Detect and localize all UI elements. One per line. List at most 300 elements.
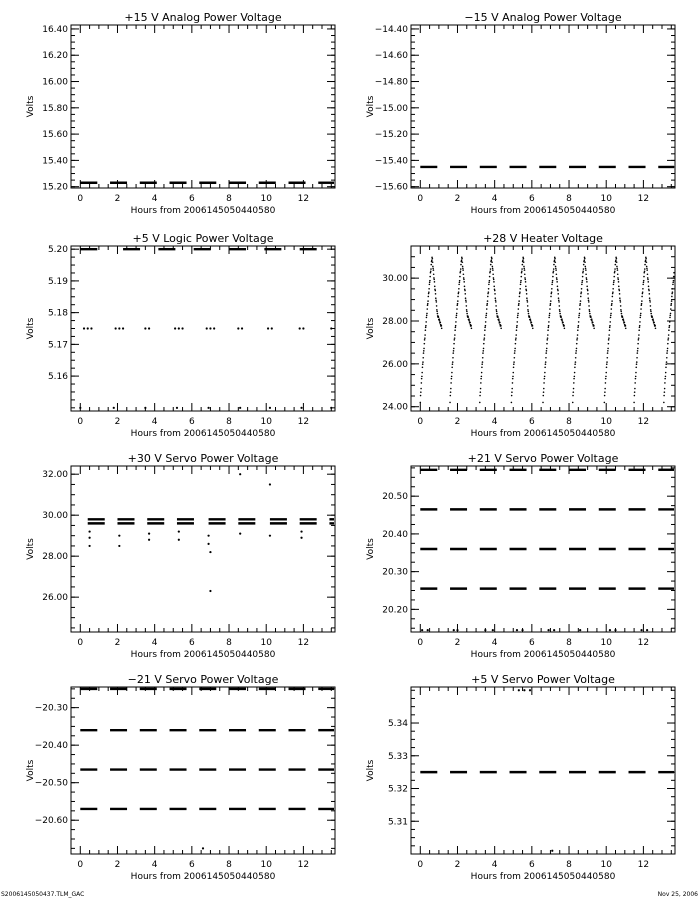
chart-title: +30 V Servo Power Voltage (127, 452, 279, 465)
data-point (489, 280, 491, 282)
data-point (439, 320, 441, 322)
data-point (532, 325, 534, 327)
data-point (584, 257, 586, 259)
data-point (609, 321, 611, 323)
data-point (461, 257, 463, 259)
data-point (454, 329, 456, 331)
data-point (421, 378, 423, 380)
data-point (582, 272, 584, 274)
data-point (213, 327, 215, 329)
data-point (553, 268, 555, 270)
data-point (618, 281, 620, 283)
data-point (639, 325, 641, 327)
data-point (635, 372, 637, 374)
data-point (239, 473, 241, 475)
data-point (641, 296, 643, 298)
data-point (576, 348, 578, 350)
data-point (465, 297, 467, 299)
data-point (543, 382, 545, 384)
data-point (575, 350, 577, 352)
y-tick-label: 26.00 (382, 359, 408, 370)
data-point (435, 293, 437, 295)
data-point (633, 402, 635, 404)
data-point (420, 391, 422, 393)
data-point (665, 363, 667, 365)
data-point (553, 629, 555, 631)
data-point (664, 378, 666, 380)
data-point (555, 269, 557, 271)
data-point (491, 258, 493, 260)
data-point (552, 276, 554, 278)
chart-panel-7 (26, 673, 335, 882)
data-point (620, 311, 622, 313)
data-point (454, 334, 456, 336)
data-point (671, 293, 673, 295)
data-point (572, 395, 574, 397)
data-point (450, 382, 452, 384)
data-point (616, 258, 618, 260)
data-point (237, 327, 239, 329)
data-point (619, 290, 621, 292)
data-point (488, 284, 490, 286)
data-point (554, 257, 556, 259)
y-axis-label: Volts (366, 95, 376, 118)
data-point (591, 318, 593, 320)
data-point (482, 357, 484, 359)
data-point (483, 339, 485, 341)
chart-title: +15 V Analog Power Voltage (124, 11, 282, 24)
data-point (560, 316, 562, 318)
data-point (557, 290, 559, 292)
data-point (583, 268, 585, 270)
data-point (551, 291, 553, 293)
y-axis-label: Volts (26, 95, 36, 118)
data-point (422, 363, 424, 365)
data-point (496, 309, 498, 311)
data-point (612, 288, 614, 290)
data-point (493, 286, 495, 288)
data-point (438, 318, 440, 320)
data-point (546, 343, 548, 345)
data-point (462, 268, 464, 270)
data-point (593, 327, 595, 329)
data-point (490, 268, 492, 270)
y-tick-label: 20.30 (382, 567, 408, 578)
data-point (580, 291, 582, 293)
data-point (587, 290, 589, 292)
y-axis-label: Volts (26, 759, 36, 782)
data-point (209, 551, 211, 553)
data-point (526, 290, 528, 292)
data-point (581, 281, 583, 283)
data-point (456, 629, 458, 631)
data-point (496, 311, 498, 313)
x-tick-label: 12 (637, 860, 650, 870)
data-point (608, 339, 610, 341)
x-tick-label: 10 (600, 638, 612, 648)
data-point (616, 266, 618, 268)
data-point (582, 270, 584, 272)
data-point (424, 343, 426, 345)
data-point (612, 293, 614, 295)
data-point (423, 352, 425, 354)
data-point (482, 352, 484, 354)
x-tick-label: 2 (114, 194, 121, 204)
data-point (463, 281, 465, 283)
data-point (548, 321, 550, 323)
data-point (634, 388, 636, 390)
data-point (434, 281, 436, 283)
data-point (563, 325, 565, 327)
data-point (465, 301, 467, 303)
y-tick-label: 16.20 (42, 51, 68, 62)
data-point (667, 350, 669, 352)
data-point (460, 268, 462, 270)
data-point (640, 313, 642, 315)
data-point (527, 305, 529, 307)
x-tick-label: 8 (226, 417, 232, 427)
data-point (511, 402, 513, 404)
x-tick-label: 4 (491, 638, 498, 648)
data-point (426, 315, 428, 317)
x-tick-label: 10 (600, 860, 612, 870)
data-point (589, 313, 591, 315)
data-point (572, 402, 574, 404)
data-point (664, 391, 666, 393)
data-point (584, 258, 586, 260)
data-point (529, 689, 531, 691)
data-point (580, 293, 582, 295)
data-point (635, 378, 637, 380)
data-point (668, 327, 670, 329)
data-point (522, 264, 524, 266)
data-point (464, 290, 466, 292)
data-point (426, 317, 428, 319)
data-point (464, 293, 466, 295)
chart-panel-8 (366, 673, 675, 882)
data-point (239, 533, 241, 535)
data-point (654, 325, 656, 327)
data-point (118, 545, 120, 547)
data-point (451, 378, 453, 380)
x-tick-label: 0 (417, 194, 424, 204)
data-point (455, 317, 457, 319)
data-point (436, 309, 438, 311)
data-point (495, 305, 497, 307)
data-point (622, 316, 624, 318)
data-point (424, 337, 426, 339)
data-point (619, 297, 621, 299)
data-point (649, 293, 651, 295)
data-point (520, 276, 522, 278)
data-point (575, 352, 577, 354)
data-point (493, 277, 495, 279)
data-point (647, 273, 649, 275)
data-point (525, 286, 527, 288)
data-point (573, 388, 575, 390)
data-point (299, 327, 301, 329)
data-point (498, 320, 500, 322)
data-point (486, 303, 488, 305)
data-point (613, 284, 615, 286)
data-point (590, 316, 592, 318)
data-point (426, 313, 428, 315)
data-point (638, 339, 640, 341)
data-point (480, 382, 482, 384)
data-point (585, 268, 587, 270)
data-point (428, 291, 430, 293)
data-point (623, 320, 625, 322)
data-point (555, 268, 557, 270)
y-tick-label: −15.00 (374, 103, 408, 114)
data-point (463, 279, 465, 281)
data-point (526, 297, 528, 299)
data-point (623, 318, 625, 320)
data-point (481, 372, 483, 374)
data-point (549, 308, 551, 310)
data-point (493, 281, 495, 283)
data-point (577, 329, 579, 331)
data-point (608, 343, 610, 345)
chart-panel-1 (26, 11, 335, 216)
data-point (419, 402, 421, 404)
y-tick-label: −14.40 (374, 24, 408, 35)
plot-frame (411, 687, 675, 854)
data-point (527, 309, 529, 311)
data-point (636, 357, 638, 359)
y-tick-label: 15.80 (42, 103, 68, 114)
data-point (665, 366, 667, 368)
data-point (606, 363, 608, 365)
data-point (668, 337, 670, 339)
data-point (578, 325, 580, 327)
x-axis-label: Hours from 2006145050440580 (130, 872, 276, 882)
data-point (646, 266, 648, 268)
data-point (88, 545, 90, 547)
data-point (609, 629, 611, 631)
data-point (635, 366, 637, 368)
data-point (512, 382, 514, 384)
data-point (663, 402, 665, 404)
data-point (516, 329, 518, 331)
y-tick-label: 16.40 (42, 24, 68, 35)
data-point (513, 361, 515, 363)
data-point (516, 321, 518, 323)
data-point (605, 382, 607, 384)
data-point (457, 303, 459, 305)
chart-panel-5 (26, 452, 335, 660)
data-point (500, 327, 502, 329)
data-point (649, 297, 651, 299)
data-point (458, 288, 460, 290)
data-point (492, 266, 494, 268)
data-point (611, 303, 613, 305)
data-point (641, 304, 643, 306)
data-point (646, 269, 648, 271)
x-tick-label: 12 (297, 417, 310, 427)
data-point (617, 273, 619, 275)
data-point (579, 304, 581, 306)
data-point (577, 327, 579, 329)
data-point (606, 361, 608, 363)
x-tick-label: 0 (77, 638, 84, 648)
data-point (664, 382, 666, 384)
data-point (178, 539, 180, 541)
data-point (615, 260, 617, 262)
data-point (526, 300, 528, 302)
data-point (524, 279, 526, 281)
data-point (559, 311, 561, 313)
x-tick-label: 8 (566, 194, 572, 204)
data-point (421, 629, 423, 631)
data-point (673, 280, 675, 282)
data-point (148, 533, 150, 535)
y-tick-label: 24.00 (382, 402, 408, 413)
data-point (645, 257, 647, 259)
x-tick-label: 10 (260, 638, 272, 648)
x-tick-label: 8 (226, 638, 232, 648)
data-point (648, 286, 650, 288)
data-point (588, 300, 590, 302)
data-point (435, 300, 437, 302)
data-point (589, 311, 591, 313)
data-point (518, 308, 520, 310)
data-point (655, 327, 657, 329)
y-axis-label: Volts (26, 538, 36, 560)
data-point (642, 291, 644, 293)
x-tick-label: 10 (260, 860, 272, 870)
data-point (619, 293, 621, 295)
data-point (588, 301, 590, 303)
data-point (144, 327, 146, 329)
data-point (427, 303, 429, 305)
data-point (672, 291, 674, 293)
data-point (424, 339, 426, 341)
data-point (520, 281, 522, 283)
data-point (176, 407, 178, 409)
y-tick-label: 20.50 (382, 492, 408, 503)
data-point (637, 350, 639, 352)
data-point (241, 327, 243, 329)
data-point (672, 284, 674, 286)
data-point (555, 266, 557, 268)
data-point (550, 296, 552, 298)
data-point (115, 327, 117, 329)
data-point (470, 325, 472, 327)
data-point (458, 293, 460, 295)
x-tick-label: 6 (528, 638, 535, 648)
x-tick-label: 4 (491, 417, 498, 427)
data-point (651, 316, 653, 318)
data-point (429, 284, 431, 286)
data-point (647, 281, 649, 283)
data-point (453, 348, 455, 350)
data-point (88, 530, 90, 532)
data-point (521, 270, 523, 272)
data-point (653, 320, 655, 322)
data-point (468, 318, 470, 320)
data-point (621, 313, 623, 315)
data-point (425, 327, 427, 329)
data-point (637, 348, 639, 350)
data-point (520, 280, 522, 282)
x-axis-label: Hours from 2006145050440580 (470, 429, 616, 439)
data-point (488, 281, 490, 283)
data-point (672, 288, 674, 290)
data-point (588, 305, 590, 307)
data-point (427, 300, 429, 302)
data-point (484, 327, 486, 329)
data-point (514, 348, 516, 350)
data-point (463, 277, 465, 279)
y-axis-label: Volts (26, 317, 36, 340)
data-point (452, 357, 454, 359)
data-point (423, 348, 425, 350)
data-point (524, 269, 526, 271)
data-point (669, 315, 671, 317)
data-point (607, 348, 609, 350)
x-tick-label: 0 (77, 194, 84, 204)
data-point (581, 288, 583, 290)
data-point (516, 325, 518, 327)
data-point (544, 376, 546, 378)
data-point (556, 277, 558, 279)
data-point (554, 258, 556, 260)
data-point (669, 325, 671, 327)
data-point (650, 313, 652, 315)
data-point (670, 304, 672, 306)
x-tick-label: 4 (151, 194, 158, 204)
data-point (612, 291, 614, 293)
data-point (604, 391, 606, 393)
data-point (455, 327, 457, 329)
data-point (421, 376, 423, 378)
data-point (148, 539, 150, 541)
data-point (425, 329, 427, 331)
data-point (547, 629, 549, 631)
data-point (614, 272, 616, 274)
data-point (576, 343, 578, 345)
data-point (484, 329, 486, 331)
data-point (456, 304, 458, 306)
y-tick-label: 28.00 (382, 317, 408, 327)
data-point (615, 264, 617, 266)
x-tick-label: 0 (417, 860, 424, 870)
x-tick-label: 6 (528, 860, 535, 870)
data-point (488, 288, 490, 290)
data-point (462, 269, 464, 271)
data-point (460, 264, 462, 266)
data-point (642, 284, 644, 286)
data-point (489, 272, 491, 274)
data-point (484, 337, 486, 339)
data-point (433, 277, 435, 279)
data-point (202, 847, 204, 849)
plot-frame (411, 25, 675, 188)
data-point (206, 327, 208, 329)
data-point (463, 273, 465, 275)
data-point (269, 483, 271, 485)
data-point (458, 284, 460, 286)
data-point (426, 308, 428, 310)
data-point (609, 325, 611, 327)
x-tick-label: 6 (528, 417, 535, 427)
data-point (647, 277, 649, 279)
data-point (650, 305, 652, 307)
x-tick-label: 10 (260, 417, 272, 427)
data-point (174, 327, 176, 329)
data-point (454, 337, 456, 339)
